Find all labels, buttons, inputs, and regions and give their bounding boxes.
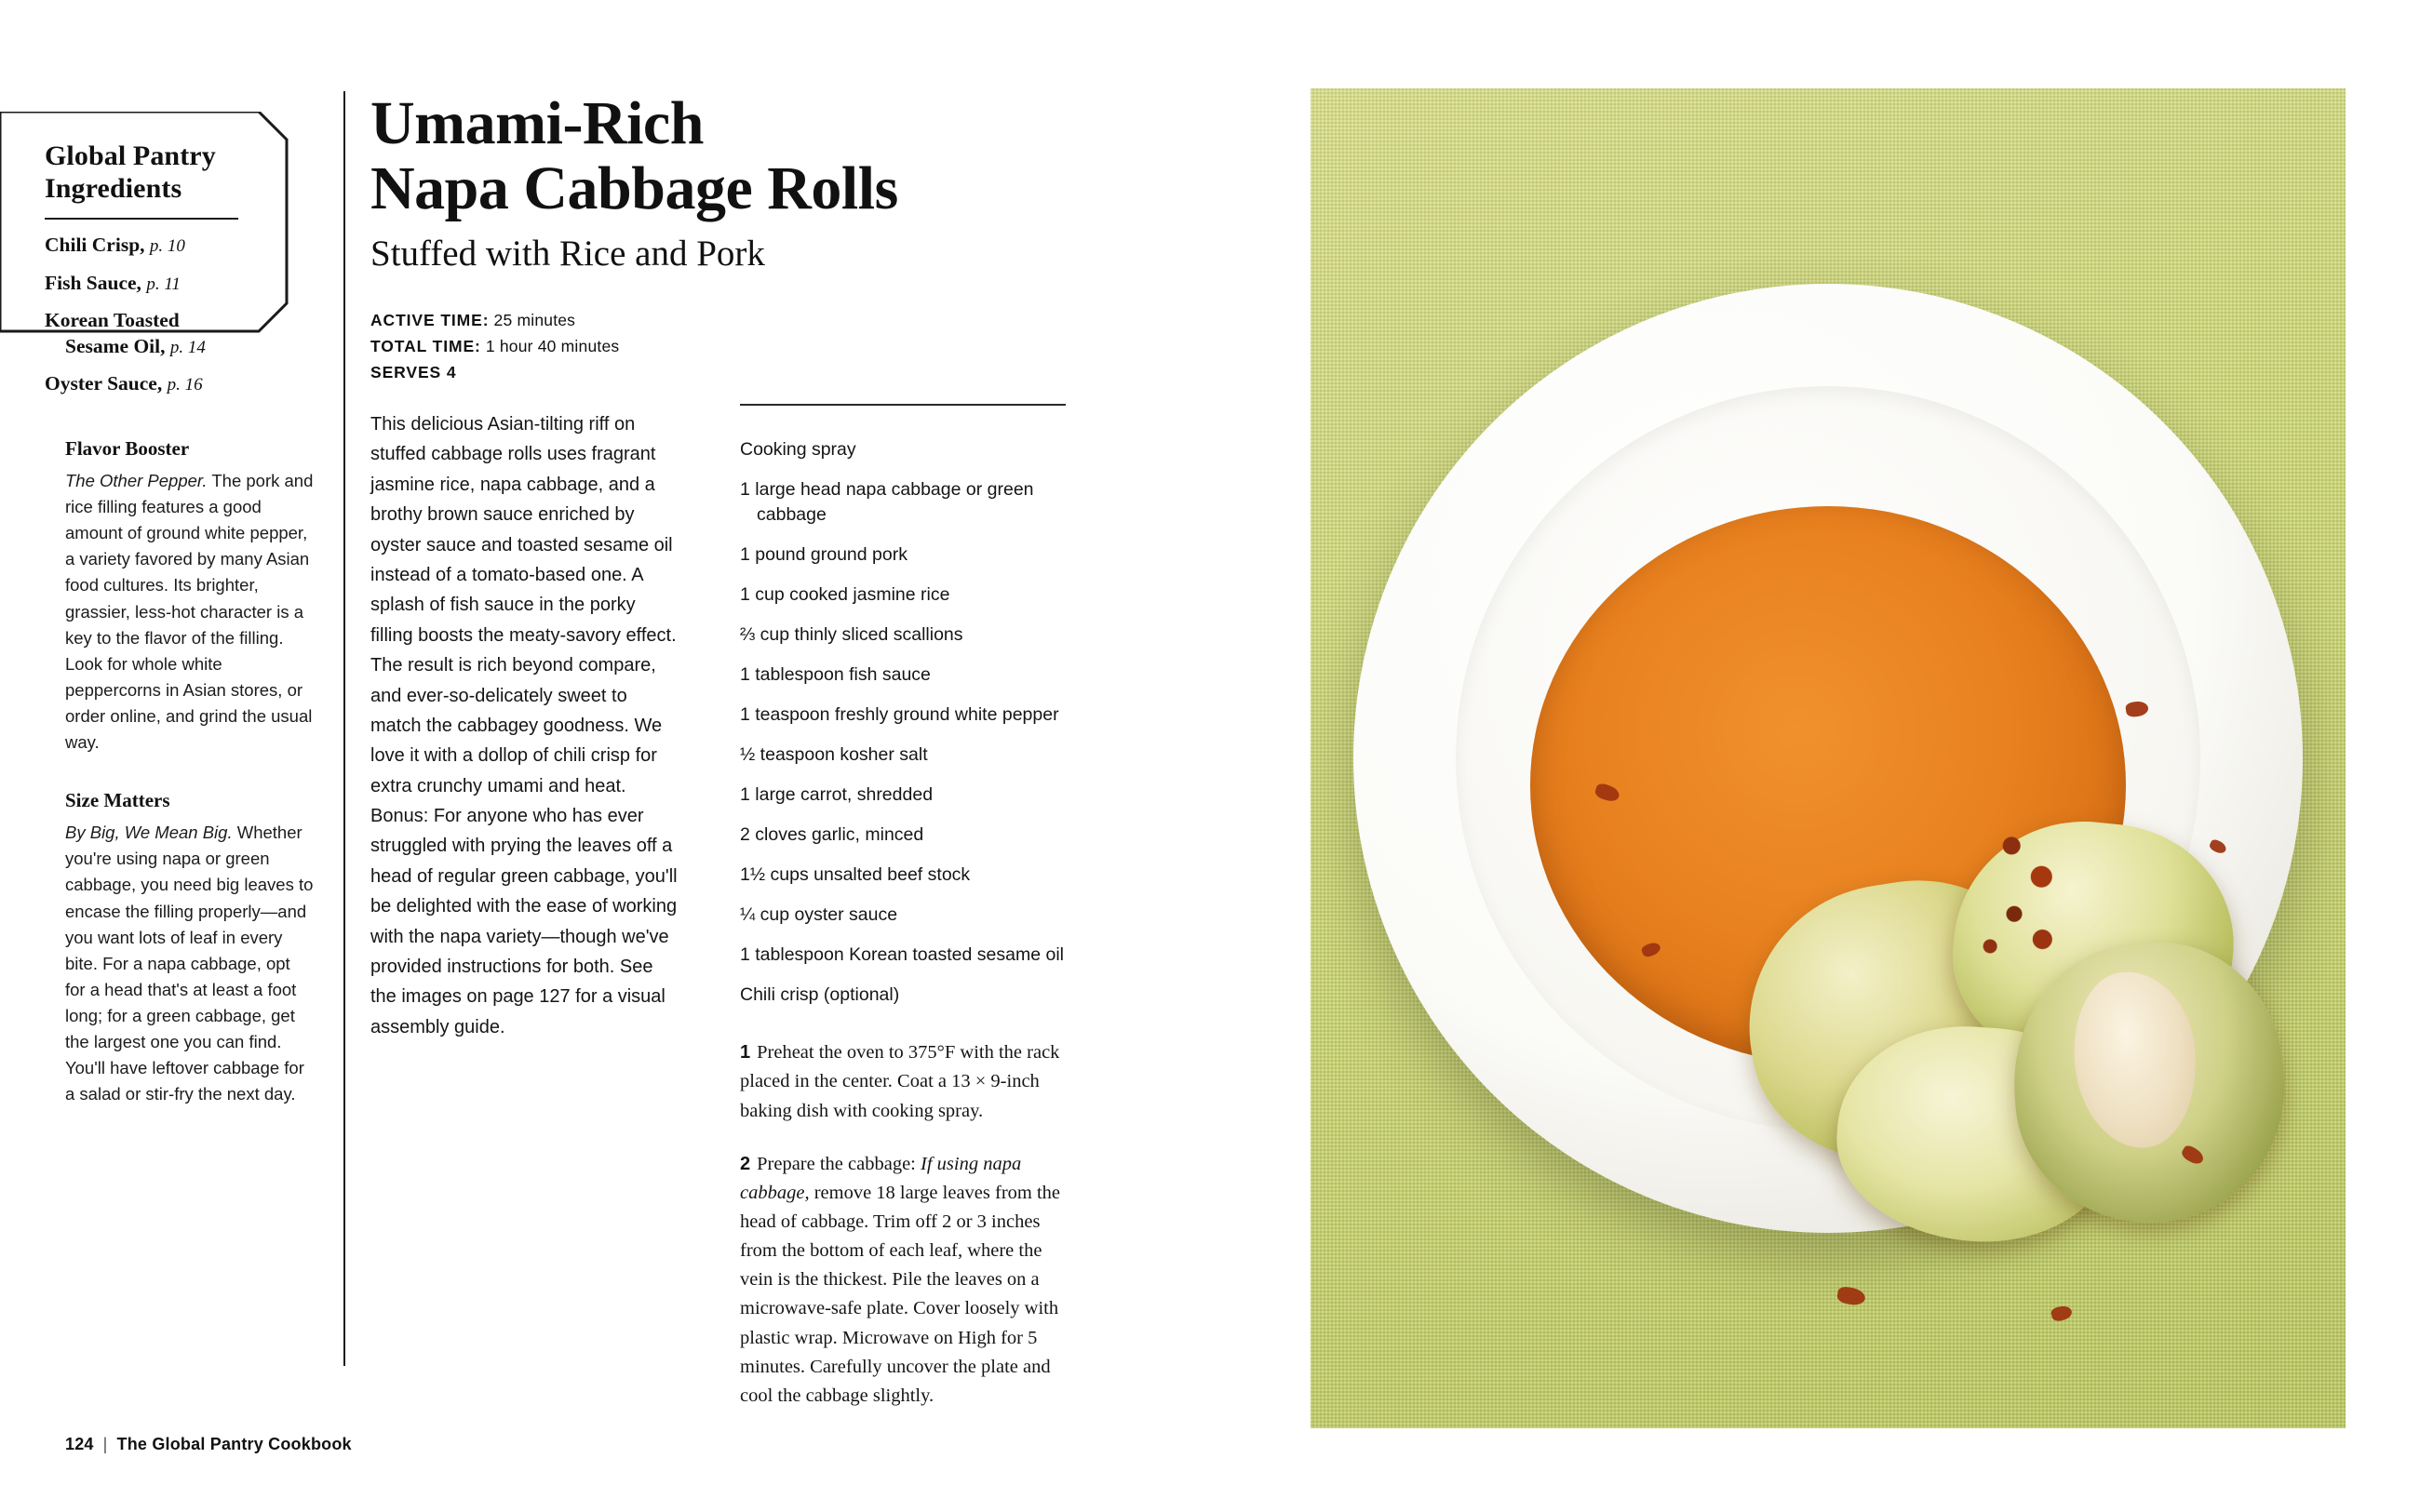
pantry-tab-divider [45,218,238,220]
serves: SERVES 4 [370,363,457,382]
title-line-2: Napa Cabbage Rolls [370,154,898,222]
list-item: 1 large carrot, shredded [740,783,934,805]
broth-sauce [1530,506,2126,1064]
list-item: ⅔ cup thinly sliced scallions [740,623,963,645]
footer-separator: | [102,1435,108,1453]
title-line-1: Umami-Rich [370,89,704,157]
book-title: The Global Pantry Cookbook [116,1435,352,1453]
list-item: Oyster Sauce, p. 16 [45,372,203,395]
sidenote-size-matters [65,789,315,1107]
active-time: ACTIVE TIME: 25 minutes [370,310,576,329]
recipe-photo [1311,88,2346,1428]
recipe-intro-text: This delicious Asian-tilting riff on stuffed cabbage rolls uses fragrant jasmine rice, napa cabbage, and a brothy brown sauce enriched by oyster sauce and toasted sesame oil instead of a tomato-based one. A splash of fish sauce in the porky filling boosts the meaty-savory effect. The result is rich beyond compare, and ever-so-delicately sweet to match the cabbagey goodness. We love it with a dollop of chili crisp for extra crunchy umami and heat. Bonus: For anyone who has ever struggled with prying the leaves off a head of regular green cabbage, you'll be delighted with the ease of working with the napa variety—though we've provided instructions for both. See the images on page 127 for a visual assembly guide. [370,414,678,1037]
list-item: 1 tablespoon fish sauce [740,663,931,685]
method-steps [740,1038,1066,1411]
list-item: 2 cloves garlic, minced [740,823,924,845]
list-item: ¼ cup oyster sauce [740,903,898,925]
recipe-subtitle: Stuffed with Rice and Pork [370,233,765,274]
total-time: TOTAL TIME: 1 hour 40 minutes [370,337,620,356]
column-divider-rule [343,91,345,1366]
ingredients-and-method-column [740,404,1066,1435]
list-item: Fish Sauce, p. 11 [45,271,181,294]
step-1: 1 Preheat the oven to 375°F with the rack placed in the center. Coat a 13 × 9-inch baking dish with cooking spray. [740,1042,1060,1121]
sidenote-body [65,468,315,756]
sidenote-text: Whether you're using napa or green cabbage, you need big leaves to encase the filling properly—and you want lots of leaf in every bite. For a napa cabbage, opt for a head that's at least a foot long; for a green cabbage, get the largest one you can find. You'll have leftover cabbage for a salad or stir-fry the next day. [65,823,314,1104]
list-item: 1 pound ground pork [740,543,908,565]
list-item: Chili Crisp, p. 10 [45,234,185,257]
recipe-meta [370,307,1115,386]
sidenote-text: The pork and rice filling features a good amount of ground white pepper, a variety favored by many Asian food cultures. Its brighter, grassier, less-hot character is a key to the flavor of the filling. Look for whole white peppercorns in Asian stores, or order online, and grind the usual way. [65,471,314,753]
pantry-tab-title: Global Pantry Ingredients [45,140,216,205]
list-item: Chili crisp (optional) [740,983,900,1005]
sidenote-flavor-booster [65,437,315,756]
step-2: 2 Prepare the cabbage: If using napa cabbage, remove 18 large leaves from the head of cabbage. Trim off 2 or 3 inches from the bottom of each leaf, where the vein is the thickest. Pile the leaves on a microwave-safe plate. Cover loosely with plastic wrap. Microwave on High for 5 minutes. Carefully uncover the plate and cool the cabbage slightly. [740,1153,1061,1406]
sidenote-body [65,820,315,1107]
sidenote-lead: The Other Pepper. [65,471,208,490]
recipe-header [370,91,1115,386]
list-item: 1 cup cooked jasmine rice [740,583,950,605]
chili-fleck [1593,782,1621,803]
ingredient-list [740,437,1066,1007]
list-item: 1½ cups unsalted beef stock [740,863,971,885]
list-item: 1 tablespoon Korean toasted sesame oil [740,943,1064,965]
page-title [370,91,1115,221]
pantry-ingredient-list [45,233,259,397]
sidenote-lead: By Big, We Mean Big. [65,823,233,843]
sidebar-notes [65,437,315,1107]
list-item: Cooking spray [740,439,856,460]
sidenote-heading: Flavor Booster [65,437,190,460]
page-number: 124 [65,1435,94,1453]
sidenote-heading: Size Matters [65,789,170,812]
list-item: 1 teaspoon freshly ground white pepper [740,703,1059,725]
recipe-intro-column [370,409,678,1042]
list-item: 1 large head napa cabbage or green cabbage [740,479,1034,525]
page-footer [65,1435,352,1454]
global-pantry-tab [0,112,300,395]
chili-fleck [1640,941,1661,959]
column-top-rule [740,404,1066,406]
list-item: ½ teaspoon kosher salt [740,743,928,765]
list-item: Korean Toasted Sesame Oil, p. 14 [45,309,206,357]
